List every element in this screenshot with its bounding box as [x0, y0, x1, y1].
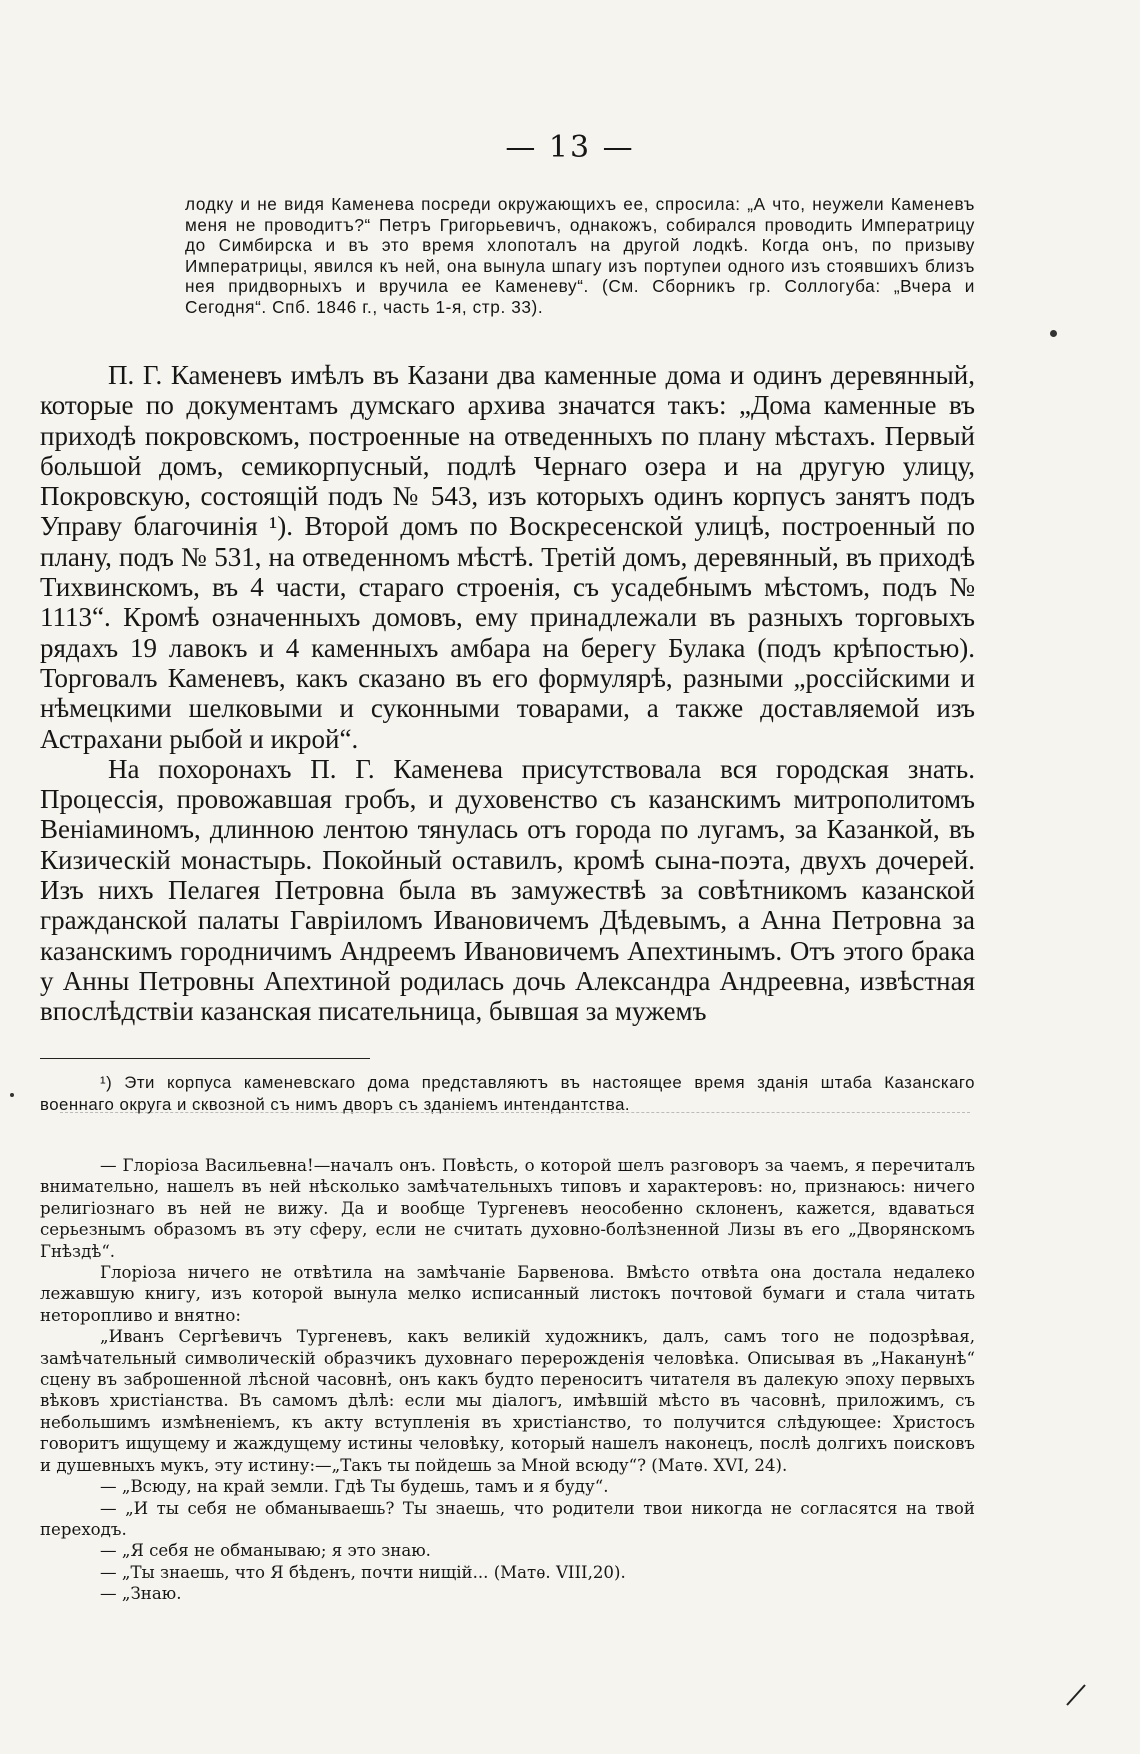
footnote-text: Эти корпуса каменевскаго дома представляютъ въ настоящее время зданія штаба Казанскаго военнаго округа и сквозной съ нимъ дворъ съ зданіемъ интендантства.: [40, 1073, 975, 1114]
main-text: [40, 360, 975, 1027]
clipping-paragraph-8: — „Знаю.: [100, 1584, 182, 1604]
speck-mark: [10, 1093, 14, 1097]
page-number: — 13 —: [505, 130, 635, 165]
speck-mark: [1050, 330, 1057, 337]
clipping-paragraph-4: — „Всюду, на край земли. Гдѣ Ты будешь, тамъ и я буду“.: [100, 1477, 609, 1497]
clipping-paragraph-3: „Иванъ Сергѣевичъ Тургеневъ, какъ великій художникъ, далъ, самъ того не подозрѣвая, замѣчательный символическій образчикъ духовнаго перерожденія человѣка. Описывая въ „Наканунѣ“ сцену въ заброшенной лѣсной часовнѣ, онъ какъ будто переноситъ читателя въ далекую эпоху первыхъ вѣковъ христіанства. Въ самомъ дѣлѣ: если мы діалогъ, имѣвшій мѣсто въ часовнѣ, приложимъ, съ небольшимъ измѣненіемъ, къ акту вступленія въ христіанство, то получится слѣдующее: Христосъ говоритъ ищущему и жаждущему истины человѣку, который нашелъ наконецъ, послѣ долгихъ поисковъ и душевныхъ мукъ, эту истину:—„Такъ ты пойдешь за Мной всюду“? (Матѳ. XVI, 24).: [40, 1327, 975, 1475]
clipping-text: [40, 1155, 975, 1605]
stray-pen-mark: [1065, 1683, 1087, 1707]
footnote: [40, 1072, 975, 1116]
main-paragraph-2: На похоронахъ П. Г. Каменева присутствовала вся городская знать. Процессія, провожавшая гробъ, и духовенство съ казанскимъ митрополитомъ Веніаминомъ, длинною лентою тянулась отъ города по лугамъ, за Казанкой, въ Кизическій монастырь. Покойный оставилъ, кромѣ сына-поэта, двухъ дочерей. Изъ нихъ Пелагея Петровна была въ замужествѣ за совѣтникомъ казанской гражданской палаты Гавріиломъ Ивановичемъ Дѣдевымъ, а Анна Петровна за казанскимъ городничимъ Андреемъ Ивановичемъ Апехтинымъ. Отъ этого брака у Анны Петровны Апехтиной родилась дочь Александра Андреевна, извѣстная впослѣдствіи казанская писательница, бывшая за мужемъ: [40, 753, 975, 1027]
footnote-divider: [40, 1058, 370, 1059]
footnote-marker: ¹): [100, 1073, 113, 1092]
main-paragraph-1: П. Г. Каменевъ имѣлъ въ Казани два каменные дома и одинъ деревянный, которые по документамъ думскаго архива значатся такъ: „Дома каменные въ приходѣ покровскомъ, построенные на отведенныхъ по плану мѣстахъ. Первый большой домъ, семикорпусный, подлѣ Чернаго озера и на другую улицу, Покровскую, состоящій подъ № 543, изъ которыхъ одинъ корпусъ занятъ подъ Управу благочинія ¹). Второй домъ по Воскресенской улицѣ, построенный по плану, подъ № 531, на отведенномъ мѣстѣ. Третій домъ, деревянный, въ приходѣ Тихвинскомъ, въ 4 части, стараго строенія, съ усадебнымъ мѣстомъ, подъ № 1113“. Кромѣ означенныхъ домовъ, ему принадлежали въ разныхъ торговыхъ рядахъ 19 лавокъ и 4 каменныхъ амбара на берегу Булака (подъ крѣпостью). Торговалъ Каменевъ, какъ сказано въ его формулярѣ, разными „россійскими и нѣмецкими шелковыми и суконными товарами, а также доставляемой изъ Астрахани рыбой и икрой“.: [40, 360, 975, 754]
quote-block: лодку и не видя Каменева посреди окружающихъ ее, спросила: „А что, неужели Каменевъ меня не проводитъ?“ Петръ Григорьевичъ, однакожъ, собирался проводить Императрицу до Симбирска и въ это время хлопоталъ на другой лодкѣ. Когда онъ, по призыву Императрицы, явился къ ней, она вынула шпагу изъ портупеи одного изъ стоявшихъ близъ нея придворныхъ и вручила ее Каменеву“. (См. Сборникъ гр. Соллогуба: „Вчера и Сегодня“. Спб. 1846 г., часть 1-я, стр. 33).: [185, 194, 975, 317]
clipping-paragraph-2: Глоріоза ничего не отвѣтила на замѣчаніе Барвенова. Вмѣсто отвѣта она достала недалеко лежавшую книгу, изъ которой вынула мелко исписанный листокъ почтовой бумаги и стала читать неторопливо и внятно:: [40, 1263, 975, 1325]
clipping-paragraph-5: — „И ты себя не обманываешь? Ты знаешь, что родители твои никогда не согласятся на твой переходъ.: [40, 1498, 975, 1539]
clipping-paragraph-7: — „Ты знаешь, что Я бѣденъ, почти нищій... (Матѳ. VIII,20).: [100, 1562, 626, 1582]
clipping-paragraph-1: — Глоріоза Васильевна!—началъ онъ. Повѣсть, о которой шелъ разговоръ за чаемъ, я перечиталъ внимательно, нашелъ въ ней нѣсколько замѣчательныхъ типовъ и характеровъ: но, признаюсь: ничего религіознаго въ ней не вижу. Да и вообще Тургеневъ неособенно склоненъ, кажется, вдаваться серьезнымъ образомъ въ эту сферу, если не считать духовно-болѣзненной Лизы въ его „Дворянскомъ Гнѣздѣ“.: [40, 1156, 975, 1261]
clipping-paragraph-6: — „Я себя не обманываю; я это знаю.: [100, 1541, 431, 1561]
section-divider: [60, 1112, 970, 1113]
